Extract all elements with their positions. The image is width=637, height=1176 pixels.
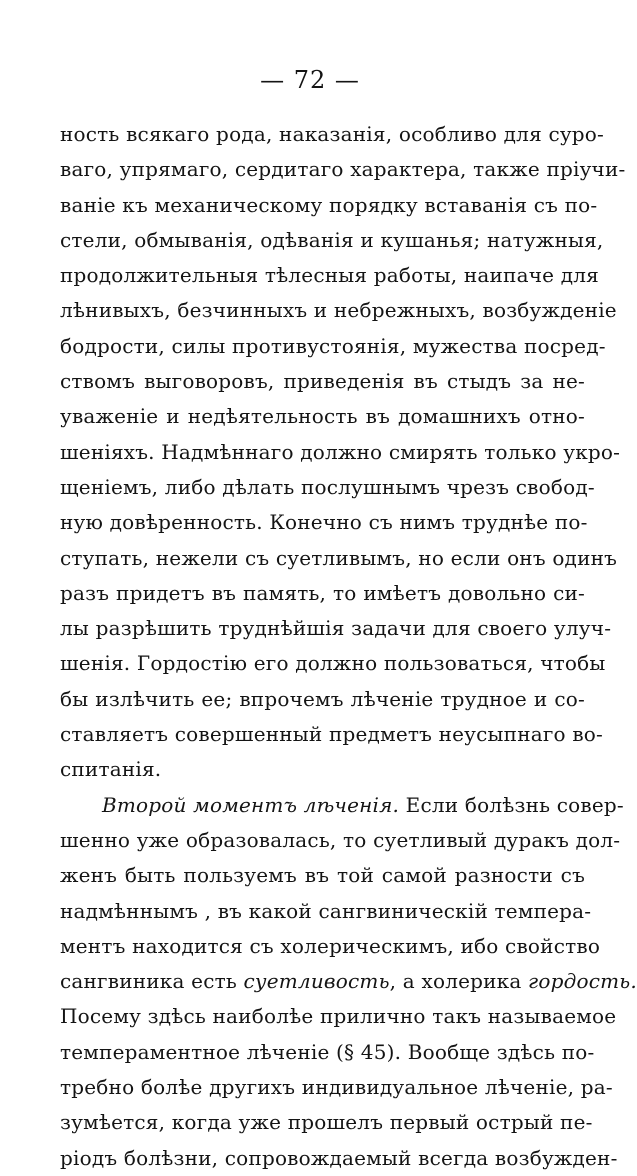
text-line: разъ придетъ въ память, то имѣетъ довольно си- bbox=[60, 580, 585, 605]
text-run: Если болѣзнь совер- bbox=[399, 792, 624, 817]
text-line: зумѣется, когда уже прошелъ первый острый пе- bbox=[60, 1110, 593, 1135]
text-line: бы излѣчить ее; впрочемъ лѣченіе трудное и со- bbox=[60, 686, 585, 711]
text-line: ную довѣренность. Конечно съ нимъ труднѣе по- bbox=[60, 510, 588, 535]
text-line: надмѣннымъ , въ какой сангвиническій темпера- bbox=[60, 898, 592, 923]
text-line: ментъ находится съ холерическимъ, ибо свойство bbox=[60, 933, 601, 958]
text-line: ваго, упрямаго, сердитаго характера, также пріучи- bbox=[60, 157, 626, 182]
text-line: лѣнивыхъ, безчинныхъ и небрежныхъ, возбужденіе bbox=[60, 298, 617, 323]
text-line: ріодъ болѣзни, сопровождаемый всегда возбужден- bbox=[60, 1145, 618, 1170]
text-line: спитанія. bbox=[60, 757, 162, 782]
text-line: щеніемъ, либо дѣлать послушнымъ чрезъ свобод- bbox=[60, 474, 595, 499]
text-line: ность всякаго рода, наказанія, особливо для суро- bbox=[60, 122, 605, 146]
italic-term: гордость. bbox=[528, 969, 637, 994]
text-line: ваніе къ механическому порядку вставанія съ по- bbox=[60, 192, 598, 217]
text-line: уваженіе и недѣятельность въ домашнихъ отно- bbox=[60, 404, 585, 429]
text-line: ствомъ выговоровъ, приведенія въ стыдъ за не- bbox=[60, 369, 585, 394]
text-line: темпераментное лѣченіе (§ 45). Вообще здѣсь по- bbox=[60, 1039, 595, 1064]
text-line: женъ быть пользуемъ въ той самой разности съ bbox=[60, 863, 585, 888]
text-line: шеніяхъ. Надмѣннаго должно смирять только укро- bbox=[60, 439, 621, 464]
italic-term: суетливость bbox=[243, 969, 390, 994]
text-line: требно болѣе другихъ индивидуальное лѣченіе, ра- bbox=[60, 1075, 613, 1100]
text-line: ступать, нежели съ суетливымъ, но если онъ одинъ bbox=[60, 545, 618, 570]
text-line: ставляетъ совершенный предметъ неусыпнаго во- bbox=[60, 722, 603, 747]
text-line: шенно уже образовалась, то суетливый дуракъ дол- bbox=[60, 827, 621, 852]
text-line bbox=[60, 964, 637, 999]
text-line: лы разрѣшить труднѣйшія задачи для своего улуч- bbox=[60, 616, 612, 641]
italic-heading: Второй моментъ лѣченія. bbox=[102, 792, 400, 817]
text-line: Посему здѣсь наиболѣе прилично такъ называемое bbox=[60, 1004, 617, 1029]
paragraph-2 bbox=[60, 788, 637, 1176]
text-line: продолжительныя тѣлесныя работы, наипаче для bbox=[60, 263, 599, 288]
text-run: , а холерика bbox=[389, 969, 529, 994]
text-line: бодрости, силы противустоянія, мужества посред- bbox=[60, 333, 606, 358]
text-run: сангвиника есть bbox=[60, 969, 244, 994]
text-line bbox=[60, 788, 624, 823]
page-number: — 72 — bbox=[260, 66, 360, 94]
text-line: стели, обмыванія, одѣванія и кушанья; натужныя, bbox=[60, 227, 604, 252]
body-text bbox=[60, 117, 637, 1176]
text-line: шенія. Гордостію его должно пользоваться, чтобы bbox=[60, 651, 606, 676]
paragraph-1 bbox=[60, 117, 626, 788]
